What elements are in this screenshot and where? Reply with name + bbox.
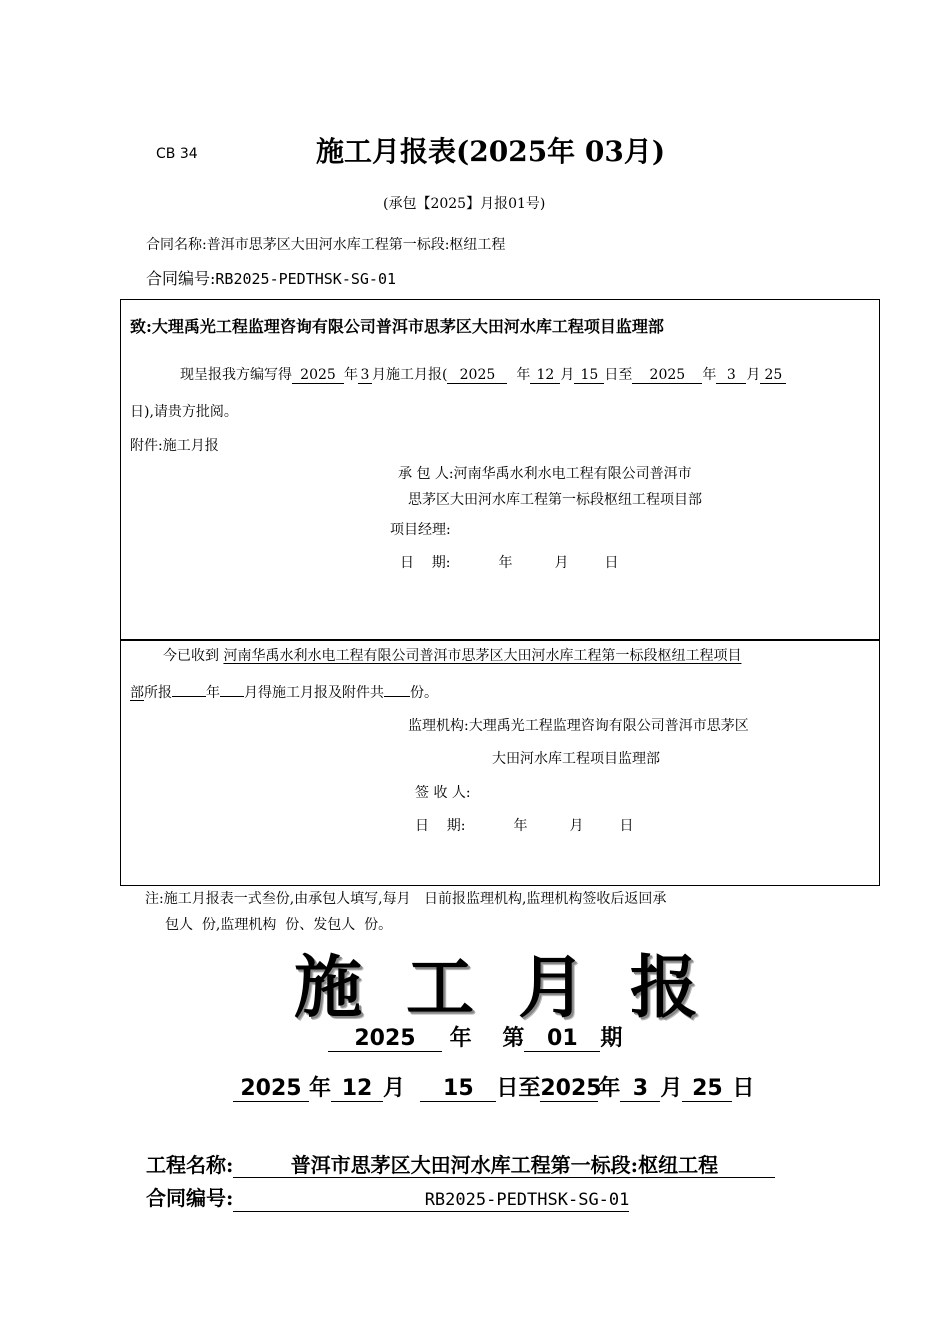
- text: 月: [560, 367, 575, 383]
- receipt-line-1: [163, 645, 741, 665]
- report-number: (承包【2025】月报01号): [383, 196, 546, 212]
- period-from-year: 2025: [233, 1076, 309, 1102]
- project-manager-label: 项目经理:: [390, 522, 451, 538]
- text: 日至: [496, 1076, 541, 1101]
- date-day: 日: [604, 555, 619, 571]
- date-year: 年: [513, 818, 528, 834]
- to-value: 大理禹光工程监理咨询有限公司普洱市思茅区大田河水库工程项目监理部: [151, 317, 664, 336]
- date-month: 月: [569, 818, 584, 834]
- text: 今已收到: [163, 648, 219, 664]
- period-to-month: 3: [620, 1076, 660, 1102]
- period-to-year: 2025: [540, 1076, 602, 1101]
- text: 年: [702, 367, 717, 383]
- text: 日至: [604, 367, 633, 383]
- contract-name-label: 合同名称:: [146, 237, 207, 253]
- issue-year: 2025: [328, 1026, 442, 1052]
- to-year: 2025: [632, 367, 702, 384]
- text: 份。: [410, 685, 438, 701]
- blank-count: [384, 696, 410, 697]
- cover-contract-value: RB2025-PEDTHSK-SG-01: [233, 1191, 629, 1212]
- text: 期: [600, 1026, 623, 1051]
- text: 第: [502, 1026, 525, 1051]
- blank-year: [172, 696, 206, 697]
- period-to-day: 25: [682, 1076, 732, 1102]
- attachment: 附件:施工月报: [130, 438, 219, 454]
- page-title: 施工月报表(2025年 03月): [316, 135, 666, 168]
- submission-line-1: [180, 364, 786, 384]
- signer-label: 签 收 人:: [415, 785, 471, 801]
- cover-project-label: 工程名称:: [146, 1153, 234, 1177]
- date-day: 日: [619, 818, 634, 834]
- text: 年: [206, 685, 220, 701]
- to-day: 25: [760, 367, 786, 384]
- text: 现呈报我方编写得: [180, 367, 292, 383]
- contract-name-row: [146, 234, 505, 254]
- text: 年: [449, 1026, 472, 1051]
- date-label: 日 期:: [415, 818, 466, 834]
- text: 年: [309, 1076, 332, 1101]
- note-line-2: 包人 份,监理机构 份、发包人 份。: [165, 917, 393, 933]
- text: 月: [746, 367, 761, 383]
- cover-contract-label: 合同编号:: [146, 1186, 234, 1210]
- contract-name-value: 普洱市思茅区大田河水库工程第一标段:枢纽工程: [206, 237, 506, 253]
- report-year: 2025: [292, 367, 344, 384]
- received-from-end: 部: [130, 685, 144, 701]
- received-from: 河南华禹水利水电工程有限公司普洱市思茅区大田河水库工程第一标段枢纽工程项目: [223, 648, 742, 664]
- period-from-month: 12: [331, 1076, 383, 1102]
- to-label: 致:: [130, 317, 152, 336]
- text: 月得施工月报及附件共: [244, 685, 384, 701]
- text: 年: [516, 367, 531, 383]
- text: 月: [383, 1076, 406, 1101]
- text: 月施工月报(: [372, 367, 448, 383]
- text: 月: [660, 1076, 683, 1101]
- cover-project-value: 普洱市思茅区大田河水库工程第一标段:枢纽工程: [233, 1154, 775, 1178]
- from-month: 12: [530, 367, 560, 384]
- contractor-line-1: 河南华禹水利水电工程有限公司普洱市: [453, 466, 692, 482]
- cover-project-row: [146, 1149, 775, 1178]
- from-year: 2025: [447, 367, 507, 384]
- text: 年: [344, 367, 358, 383]
- contractor-label: 承 包 人:: [398, 466, 454, 482]
- cover-issue: [328, 1021, 622, 1052]
- to-month: 3: [716, 367, 746, 384]
- supervisor-line-2: 大田河水库工程项目监理部: [492, 751, 660, 767]
- report-month: 3: [358, 367, 372, 384]
- contractor-line-2: 思茅区大田河水库工程第一标段枢纽工程项目部: [408, 492, 702, 508]
- supervisor-row: [408, 715, 749, 735]
- issue-number: 01: [524, 1026, 600, 1052]
- form-code: CB 34: [156, 146, 198, 162]
- supervisor-label: 监理机构:: [408, 718, 469, 734]
- date-year: 年: [498, 555, 513, 571]
- text: 年: [598, 1076, 621, 1101]
- contract-no-label: 合同编号:: [146, 269, 216, 288]
- receipt-line-2: [130, 682, 438, 702]
- supervisor-line-1: 大理禹光工程监理咨询有限公司普洱市思茅区: [468, 718, 749, 734]
- cover-contract-row: [146, 1182, 629, 1212]
- from-day: 15: [574, 367, 604, 384]
- date-month: 月: [554, 555, 569, 571]
- date-row: [400, 552, 619, 572]
- cover-title: 施工月报: [294, 948, 743, 1028]
- cover-period: [233, 1071, 754, 1102]
- contractor-row: [398, 463, 692, 483]
- receipt-date-row: [415, 815, 634, 835]
- text: 所报: [144, 685, 172, 701]
- date-label: 日 期:: [400, 555, 451, 571]
- blank-month: [220, 696, 244, 697]
- contract-no-value: RB2025-PEDTHSK-SG-01: [215, 270, 397, 288]
- addressee: [130, 314, 664, 337]
- period-from-day: 15: [420, 1076, 496, 1102]
- submission-line-2: 日),请贵方批阅。: [130, 404, 238, 420]
- contract-no-row: [146, 266, 396, 289]
- text: 日: [732, 1076, 755, 1101]
- note-line-1: 注:施工月报表一式叁份,由承包人填写,每月 日前报监理机构,监理机构签收后返回承: [145, 891, 667, 907]
